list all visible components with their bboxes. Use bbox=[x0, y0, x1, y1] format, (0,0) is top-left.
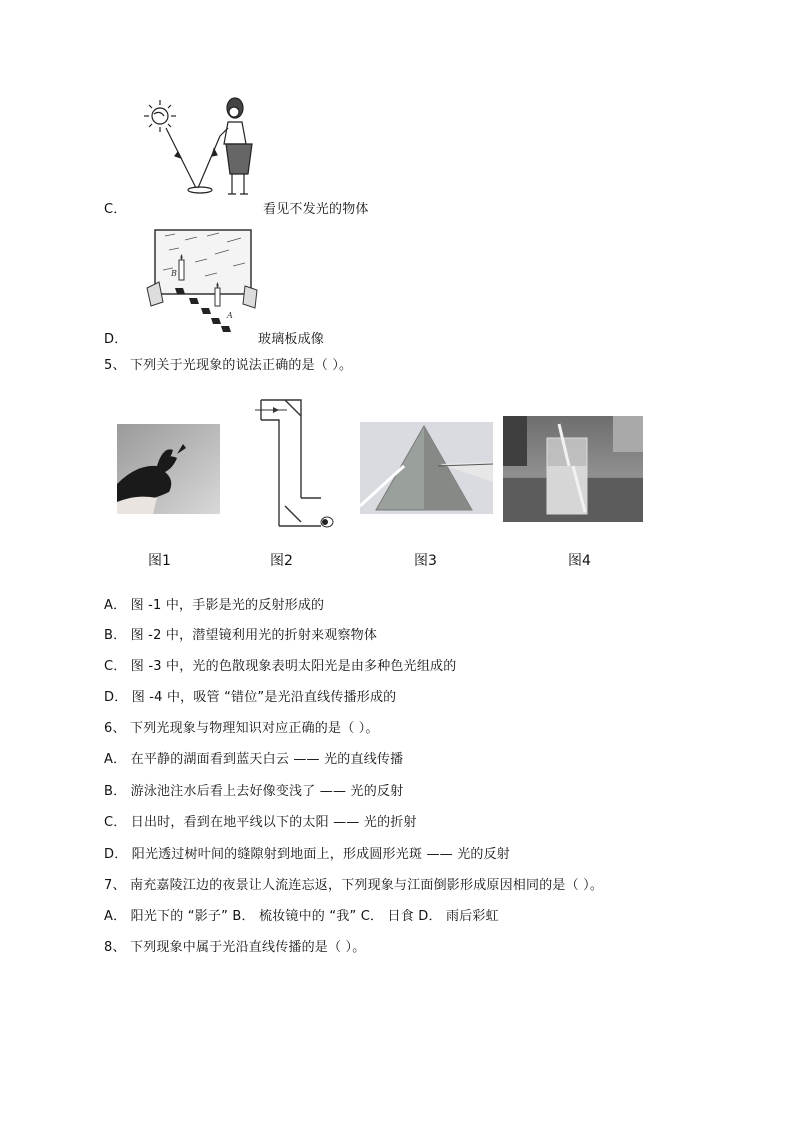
option-c-letter: C． bbox=[104, 202, 127, 217]
question-6-option-b: B． 游泳池注水后看上去好像变浅了 —— 光的反射 bbox=[104, 784, 404, 799]
question-7-stem: 7、 南充嘉陵江边的夜景让人流连忘返，下列现象与江面倒影形成原因相同的是（ ）。 bbox=[104, 878, 604, 893]
option-d-text: 玻璃板成像 bbox=[258, 332, 325, 347]
svg-text:A: A bbox=[227, 311, 233, 320]
figure-4-caption: 图4 bbox=[568, 553, 591, 569]
glass-plate-candle-figure bbox=[145, 226, 263, 334]
question-5-stem: 5、 下列关于光现象的说法正确的是（ ）。 bbox=[104, 358, 353, 373]
question-6-option-c: C． 日出时，看到在地平线以下的太阳 —— 光的折射 bbox=[104, 815, 417, 830]
option-d-letter: D． bbox=[104, 332, 128, 347]
prism-dispersion-figure bbox=[360, 422, 493, 514]
question-5-option-c: C． 图 -3 中，光的色散现象表明太阳光是由多种色光组成的 bbox=[104, 659, 457, 674]
svg-text:B: B bbox=[171, 269, 177, 278]
hand-shadow-photo bbox=[117, 424, 220, 514]
periscope-diagram bbox=[251, 398, 341, 538]
figure-2-caption: 图2 bbox=[270, 553, 293, 569]
figure-3-caption: 图3 bbox=[414, 553, 437, 569]
question-7-options: A． 阳光下的 “影子” B． 梳妆镜中的 “我” C． 日食 D． 雨后彩虹 bbox=[104, 909, 499, 924]
figure-1-caption: 图1 bbox=[148, 553, 171, 569]
sun-girl-reflection-figure bbox=[140, 96, 265, 206]
question-6-option-a: A． 在平静的湖面看到蓝天白云 —— 光的直线传播 bbox=[104, 752, 404, 767]
question-5-option-a: A． 图 -1 中，手影是光的反射形成的 bbox=[104, 598, 325, 613]
question-6-stem: 6、 下列光现象与物理知识对应正确的是（ ）。 bbox=[104, 721, 379, 736]
question-5-option-b: B． 图 -2 中，潜望镜利用光的折射来观察物体 bbox=[104, 628, 378, 643]
straw-in-glass-photo bbox=[503, 416, 643, 522]
question-5-option-d: D． 图 -4 中，吸管 “错位”是光沿直线传播形成的 bbox=[104, 690, 397, 705]
question-6-option-d: D． 阳光透过树叶间的缝隙射到地面上，形成圆形光斑 —— 光的反射 bbox=[104, 847, 511, 862]
option-c-text: 看见不发光的物体 bbox=[263, 202, 369, 217]
question-8-stem: 8、 下列现象中属于光沿直线传播的是（ ）。 bbox=[104, 940, 366, 955]
